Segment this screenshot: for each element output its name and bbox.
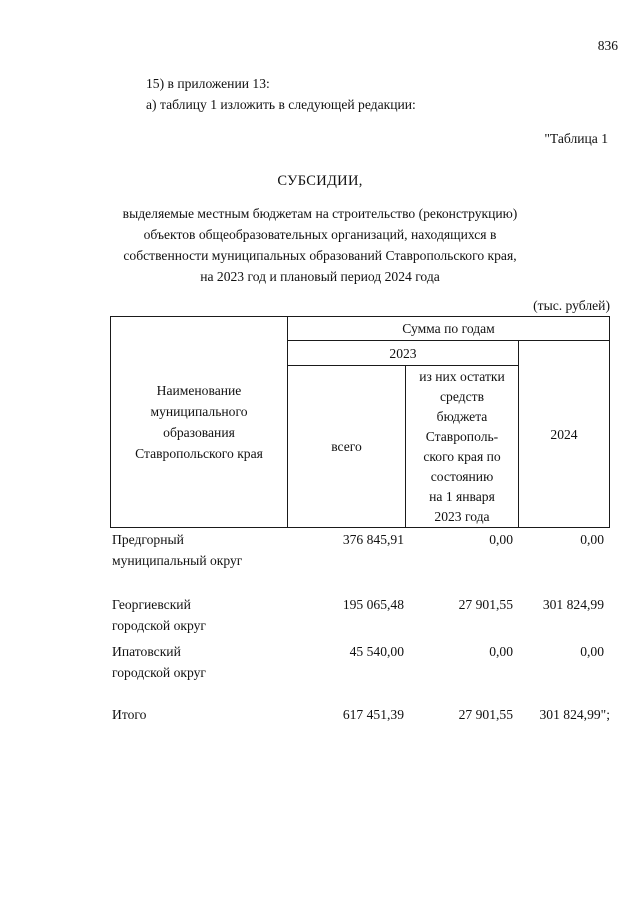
header-remains-line: из них остатки [419,368,505,384]
row-name-line: Георгиевский [112,597,191,612]
row-name [112,529,292,571]
row-name-line: городской округ [112,618,206,633]
document-subheading [0,203,640,287]
header-name-line: муниципального [150,404,248,419]
table-caption: "Таблица 1 [544,131,608,146]
units-label: (тыс. рублей) [533,298,610,313]
row-name [112,641,292,683]
row-remains: 27 901,55 [458,597,513,612]
header-name-line: Ставропольского края [135,446,263,461]
row-total: 376 845,91 [342,532,404,547]
header-year-2024 [519,341,609,527]
header-remains-line: на 1 января [429,488,495,504]
row-name-line: городской округ [112,665,206,680]
intro-line-1: 15) в приложении 13: [146,76,270,91]
subheading-line: на 2023 год и плановый период 2024 года [200,269,440,284]
row-remains: 27 901,55 [458,707,513,722]
header-remains-line: Ставрополь- [425,428,499,444]
row-name-line: Итого [112,707,147,722]
header-name-line: Наименование [156,383,242,398]
header-remains-line: бюджета [436,408,488,424]
header-total-column [288,366,405,527]
header-remains-column [406,366,518,527]
header-2023-label: 2023 [389,345,417,361]
row-total: 45 540,00 [349,644,404,659]
row-2024: 0,00 [580,532,604,547]
row-name-line: Ипатовский [112,644,181,659]
intro-line-2: а) таблицу 1 изложить в следующей редакции: [146,97,416,112]
header-remains-line: 2023 года [434,508,490,524]
header-name-line: образования [163,425,235,440]
header-2024-label: 2024 [550,426,578,442]
header-name-column [111,317,287,527]
subheading-line: выделяемые местным бюджетам на строительство (реконструкцию) [122,206,518,221]
row-name [112,704,292,725]
row-2024: 0,00 [580,644,604,659]
header-remains-line: ского края по [423,448,501,464]
header-sum-by-years [288,317,609,340]
header-remains-line: средств [440,388,484,404]
header-remains-line: состоянию [430,468,494,484]
row-total: 617 451,39 [342,707,404,722]
header-total-label: всего [331,439,362,454]
row-2024: 301 824,99 [542,597,604,612]
subheading-line: объектов общеобразовательных организаций, находящихся в [143,227,497,242]
header-year-2023 [288,341,518,365]
table-border-bottom [110,527,610,528]
row-total: 195 065,48 [342,597,404,612]
row-remains: 0,00 [489,532,513,547]
header-sum-label: Сумма по годам [402,321,495,336]
document-heading: СУБСИДИИ, [277,173,363,189]
row-2024: 301 824,99"; [539,707,610,722]
row-name-line: Предгорный [112,532,184,547]
table-border-right [609,316,610,528]
row-remains: 0,00 [489,644,513,659]
row-name [112,594,292,636]
page-number: 836 [597,38,618,53]
subheading-line: собственности муниципальных образований Ставропольского края, [123,248,517,263]
row-name-line: муниципальный округ [112,553,243,568]
